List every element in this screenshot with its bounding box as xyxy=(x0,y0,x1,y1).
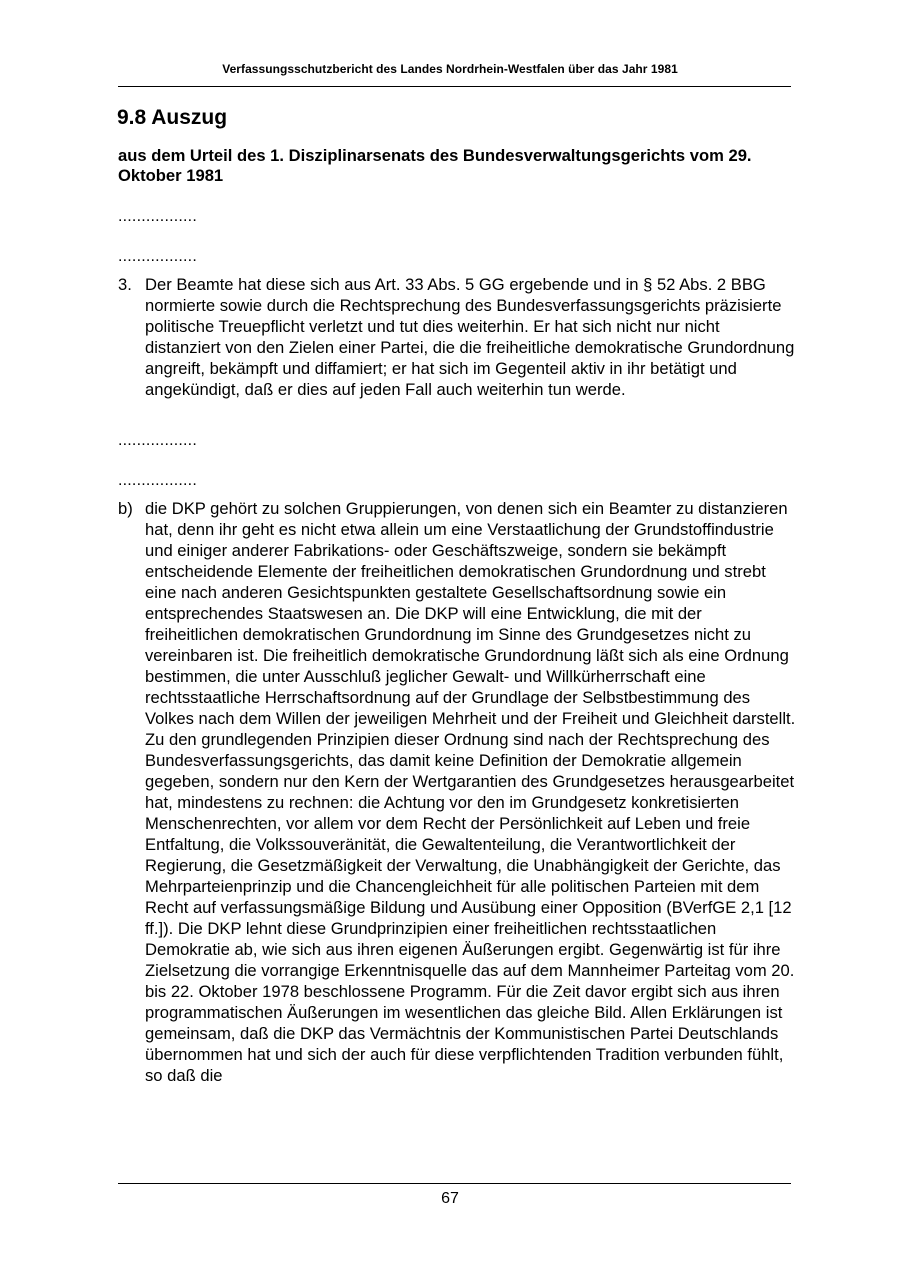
paragraph-marker: 3. xyxy=(118,275,132,294)
header-divider xyxy=(118,86,791,87)
omission-dots: ................. xyxy=(118,432,197,449)
paragraph-text: Der Beamte hat diese sich aus Art. 33 Abs. 5 GG ergebende und in § 52 Abs. 2 BBG normierte sowie durch die Rechtsprechung des Bundesverfassungsgerichts präzisierte politische Treuepflicht verletzt und tut dies weiterhin. Er hat sich nicht nur nicht distanziert von den Zielen einer Partei, die die freiheitliche demokratische Grundordnung angreift, bekämpft und diffamiert; er hat sich im Gegenteil aktiv in ihr betätigt und angekündigt, daß er dies auf jeden Fall auch weiterhin tun werde. xyxy=(145,275,795,399)
page-number: 67 xyxy=(441,1190,459,1207)
section-title: 9.8 Auszug xyxy=(117,106,228,129)
numbered-paragraph xyxy=(118,274,798,400)
running-header: Verfassungsschutzbericht des Landes Nordrhein-Westfalen über das Jahr 1981 xyxy=(222,62,678,76)
omission-dots: ................. xyxy=(118,472,197,489)
omission-dots: ................. xyxy=(118,208,197,225)
footer-divider xyxy=(118,1183,791,1184)
paragraph-text: die DKP gehört zu solchen Gruppierungen, von denen sich ein Beamter zu distanzieren hat, denn ihr geht es nicht etwa allein um eine Verstaatlichung der Grundstoffindustrie und einiger anderer Fabrikations- oder Geschäftszweige, sondern sie bekämpft entscheidende Elemente der freiheitlichen demokratischen Grundordnung und strebt eine nach anderen Gesichtspunkten gestaltete Gesellschaftsordnung sowie ein entsprechendes Staatswesen an. Die DKP will eine Entwicklung, die mit der freiheitlichen demokratischen Grundordnung im Sinne des Grundgesetzes nicht zu vereinbaren ist. Die freiheitlich demokratische Grundordnung läßt sich als eine Ordnung bestimmen, die unter Ausschluß jeglicher Gewalt- und Willkürherrschaft eine rechtsstaatliche Herrschaftsordnung auf der Grundlage der Selbstbestimmung des Volkes nach dem Willen der jeweiligen Mehrheit und der Freiheit und Gleichheit darstellt. Zu den grundlegenden Prinzipien dieser Ordnung sind nach der Rechtsprechung des Bundesverfassungsgerichts, das damit keine Definition der Demokratie allgemein gegeben, sondern nur den Kern der Wertgarantien des Grundgesetzes herausgearbeitet hat, mindestens zu rechnen: die Achtung vor den im Grundgesetz konkretisierten Menschenrechten, vor allem vor dem Recht der Persönlichkeit auf Leben und freie Entfaltung, die Volkssouveränität, die Gewaltenteilung, die Verantwortlichkeit der Regierung, die Gesetzmäßigkeit der Verwaltung, die Unabhängigkeit der Gerichte, das Mehrparteienprinzip und die Chancengleichheit für alle politischen Parteien mit dem Recht auf verfassungsmäßige Bildung und Ausübung einer Opposition (BVerfGE 2,1 [12 ff.]). Die DKP lehnt diese Grundprinzipien einer freiheitlichen rechtsstaatlichen Demokratie ab, wie sich aus ihren eigenen Äußerungen ergibt. Gegenwärtig ist für ihre Zielsetzung die vorrangige Erkenntnisquelle das auf dem Mannheimer Parteitag vom 20. bis 22. Oktober 1978 beschlossene Programm. Für die Zeit davor ergibt sich aus ihren programmatischen Äußerungen im wesentlichen das gleiche Bild. Allen Erklärungen ist gemeinsam, daß die DKP das Vermächtnis der Kommunistischen Partei Deutschlands übernommen hat und sich der auch für diese verpflichtenden Tradition verbunden fühlt, so daß die xyxy=(145,499,796,1085)
paragraph-marker: b) xyxy=(118,499,133,518)
section-subtitle: aus dem Urteil des 1. Disziplinarsenats des Bundesverwaltungsgerichts vom 29. Oktober 1981 xyxy=(118,146,752,185)
omission-dots: ................. xyxy=(118,248,197,265)
lettered-paragraph xyxy=(118,498,798,1086)
